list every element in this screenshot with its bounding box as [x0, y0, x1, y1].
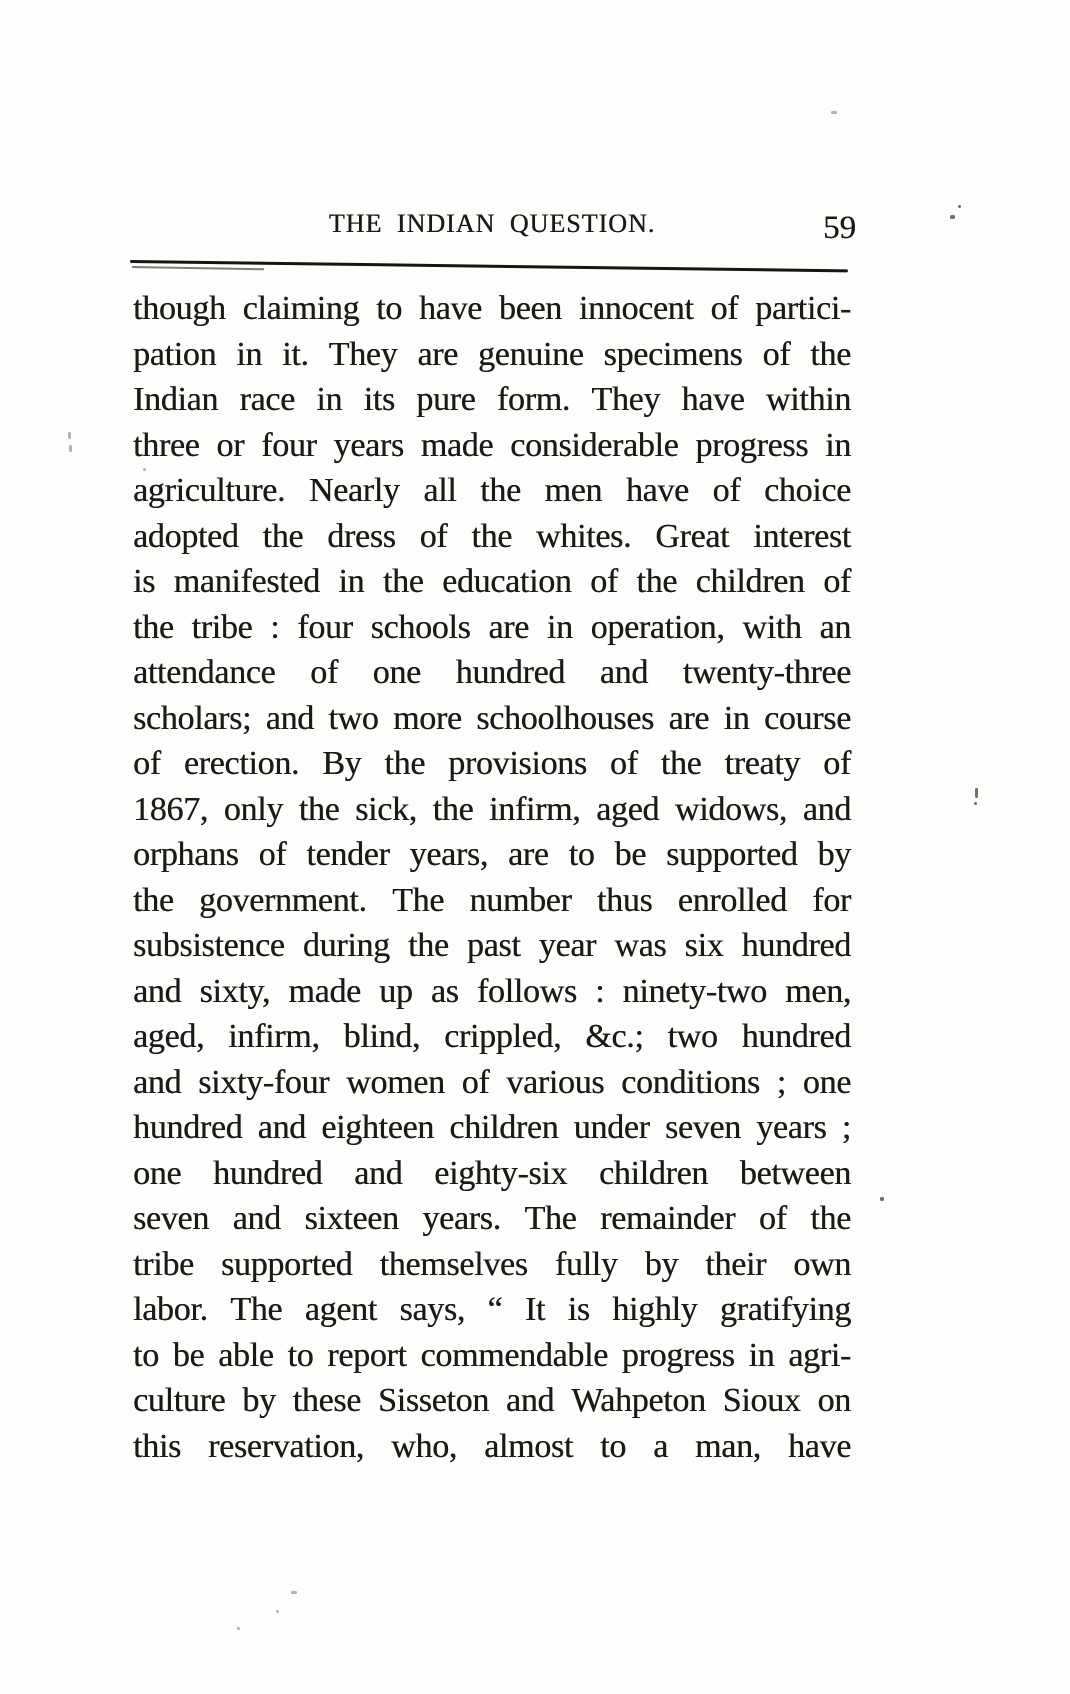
word: : [270, 608, 280, 646]
word: hundred [133, 1109, 243, 1146]
word: able [218, 1336, 274, 1374]
word: schoolhouses [476, 699, 654, 737]
word: within [765, 381, 851, 418]
text-line [133, 1333, 851, 1379]
text-line [133, 1378, 851, 1424]
text-line [133, 1060, 851, 1106]
word: in [748, 1336, 775, 1374]
word: tribe [133, 1245, 194, 1283]
word: of [758, 1200, 787, 1237]
word: to [600, 1427, 626, 1465]
word: only [223, 790, 283, 828]
word: four [261, 426, 317, 464]
word: considerable [510, 426, 679, 464]
word: The [524, 1200, 577, 1237]
word: of [823, 745, 851, 782]
word: was [614, 927, 667, 964]
word: By [322, 745, 362, 782]
word: genuine [477, 335, 584, 373]
word: and [354, 1154, 403, 1192]
word: ; [841, 1109, 851, 1146]
word: made [420, 426, 494, 464]
word: years [756, 1109, 827, 1146]
word: of [590, 563, 618, 600]
word: 1867, [133, 790, 209, 828]
word: government. [199, 881, 367, 919]
word: interest [753, 517, 851, 555]
word: ninety-two [622, 972, 767, 1010]
word: &c.; [585, 1018, 644, 1055]
word: supported [666, 836, 798, 873]
word: as [430, 972, 459, 1010]
word: three [133, 426, 200, 464]
word: their [705, 1245, 767, 1283]
word: by [242, 1382, 276, 1419]
word: two [667, 1018, 718, 1055]
word: various [506, 1063, 605, 1101]
word: hundred [741, 1018, 851, 1055]
word: years, [409, 836, 488, 873]
text-line [133, 1424, 851, 1470]
word: of [461, 1063, 490, 1101]
word: are [508, 836, 549, 873]
word: have [681, 381, 745, 418]
word: They [328, 335, 398, 373]
word: agri- [788, 1336, 851, 1374]
running-header-title: THE INDIAN QUESTION. [328, 209, 656, 238]
word: by [644, 1245, 679, 1283]
word: orphans [133, 836, 239, 873]
text-line [133, 741, 851, 787]
word: in [236, 335, 263, 373]
word: children [695, 563, 805, 600]
word: of [258, 836, 287, 873]
word: schools [370, 608, 471, 646]
word: sick, [355, 790, 417, 828]
word: twenty-three [682, 654, 851, 691]
word: one [372, 654, 421, 691]
word: the [133, 608, 174, 646]
text-line [133, 832, 851, 878]
word: agent [304, 1291, 377, 1328]
word: tribe [191, 608, 253, 646]
word: conditions [621, 1063, 760, 1101]
word: in [316, 381, 343, 418]
word: crippled, [444, 1018, 562, 1055]
word: man, [695, 1427, 761, 1465]
text-line [133, 332, 851, 378]
word: who, [391, 1427, 457, 1465]
text-line [133, 605, 851, 651]
word: eighty-six [434, 1154, 568, 1192]
word: education [442, 563, 572, 600]
word: all [423, 472, 457, 509]
word: hundred [741, 927, 851, 964]
word: and [232, 1200, 281, 1237]
word: and [133, 972, 182, 1010]
page-number: 59 [823, 210, 856, 246]
word: subsistence [133, 927, 285, 964]
word: one [133, 1154, 182, 1192]
word: the [408, 927, 449, 964]
word: to [287, 1336, 314, 1374]
word: form. [496, 381, 570, 418]
word: the [133, 881, 174, 919]
word: be [172, 1336, 205, 1374]
word: in [825, 426, 851, 464]
word: of [419, 517, 448, 555]
word: manifested [173, 563, 320, 600]
word: an [819, 608, 851, 646]
word: seven [664, 1109, 741, 1146]
word: during [302, 927, 390, 964]
word: the [298, 790, 340, 828]
word: is [567, 1291, 590, 1328]
text-line [133, 514, 851, 560]
word: the [660, 745, 702, 782]
word: Sisseton [377, 1382, 489, 1419]
word: labor. [133, 1291, 208, 1328]
word: the [810, 335, 851, 373]
scan-speck [958, 205, 961, 208]
word: pure [416, 381, 476, 418]
word: children [598, 1154, 708, 1192]
word: and [265, 699, 314, 737]
word: “ [487, 1291, 503, 1328]
word: the [382, 563, 424, 600]
word: aged, [133, 1018, 205, 1055]
word: of [310, 654, 338, 691]
word: hundred [455, 654, 565, 691]
text-line [133, 923, 851, 969]
word: highly [612, 1291, 698, 1328]
word: women [346, 1063, 445, 1101]
scan-speck [237, 1627, 240, 1630]
word: follows [476, 972, 577, 1010]
word: for [812, 881, 851, 919]
word: almost [484, 1427, 573, 1465]
word: operation, [590, 608, 725, 646]
word: whites. [536, 517, 632, 555]
word: or [216, 426, 245, 464]
word: been [498, 290, 562, 327]
word: adopted [133, 517, 239, 555]
word: partici- [755, 290, 851, 327]
text-line [133, 559, 851, 605]
word: under [573, 1109, 650, 1146]
word: enrolled [677, 881, 787, 919]
word: of [823, 563, 851, 600]
word: and [802, 790, 851, 828]
word: The [392, 881, 445, 919]
word: is [133, 563, 156, 600]
word: have [418, 290, 482, 327]
text-line [133, 787, 851, 833]
word: by [817, 836, 851, 873]
word: innocent [578, 290, 694, 327]
scan-speck [950, 215, 955, 219]
word: thus [596, 881, 653, 919]
scan-speck [276, 1610, 279, 1613]
word: claiming [242, 290, 360, 327]
word: Nearly [308, 472, 400, 509]
word: Wahpeton [571, 1382, 706, 1419]
scan-speck [143, 468, 146, 471]
word: of [609, 745, 638, 782]
scan-speck [880, 1197, 884, 1201]
word: gratifying [719, 1291, 851, 1328]
word: and [599, 654, 648, 691]
word: are [417, 335, 458, 373]
word: sixteen [304, 1200, 399, 1237]
word: to [133, 1336, 159, 1374]
text-line [133, 878, 851, 924]
word: the [636, 563, 678, 600]
word: two [328, 699, 379, 737]
word: race [239, 381, 295, 418]
word: of [762, 335, 791, 373]
word: themselves [379, 1245, 528, 1283]
word: scholars; [133, 699, 252, 737]
word: in [723, 699, 750, 737]
word: aged [596, 790, 660, 828]
scan-speck [68, 432, 71, 439]
word: these [292, 1382, 362, 1419]
word: this [133, 1427, 181, 1465]
word: course [763, 699, 851, 737]
text-line [133, 423, 851, 469]
word: of [133, 745, 161, 782]
word: have [625, 472, 689, 509]
scan-speck [291, 1591, 297, 1594]
word: men [544, 472, 603, 509]
text-line [133, 1196, 851, 1242]
word: agriculture. [133, 472, 286, 509]
word: the [471, 517, 512, 555]
word: years. [422, 1200, 501, 1237]
word: and [133, 1063, 182, 1101]
word: number [469, 881, 572, 919]
word: and [505, 1382, 555, 1419]
word: eighteen [321, 1109, 434, 1146]
word: the [262, 517, 304, 555]
word: seven [133, 1200, 209, 1237]
text-line [133, 650, 851, 696]
word: pation [133, 335, 217, 373]
text-line [133, 1151, 851, 1197]
word: : [595, 972, 605, 1010]
word: to [568, 836, 595, 873]
word: remainder [600, 1200, 736, 1237]
word: are [488, 608, 529, 646]
word: though [133, 290, 226, 327]
word: years [333, 426, 404, 464]
word: progress [695, 426, 809, 464]
word: sixty-four [198, 1063, 330, 1101]
word: supported [220, 1245, 353, 1283]
word: widows, [674, 790, 788, 828]
word: more [393, 699, 462, 737]
word: tender [306, 836, 390, 873]
word: in [546, 608, 573, 646]
scan-speck [974, 802, 977, 805]
word: erection. [183, 745, 300, 782]
word: dress [327, 517, 396, 555]
word: the [480, 472, 521, 509]
word: The [230, 1291, 283, 1328]
word: four [297, 608, 353, 646]
text-line [133, 969, 851, 1015]
word: past [466, 927, 521, 964]
word: it. [282, 335, 309, 373]
word: Sioux [722, 1382, 801, 1419]
word: infirm, [228, 1018, 320, 1055]
word: and [257, 1109, 306, 1146]
word: hundred [213, 1154, 323, 1192]
word: provisions [448, 745, 587, 782]
word: own [793, 1245, 851, 1283]
word: choice [764, 472, 851, 509]
word: six [684, 927, 724, 964]
text-line [133, 1242, 851, 1288]
word: a [653, 1427, 668, 1465]
word: blind, [343, 1018, 421, 1055]
word: report [327, 1336, 407, 1374]
word: treaty [724, 745, 801, 782]
text-line [133, 1287, 851, 1333]
word: in [338, 563, 365, 600]
word: with [742, 608, 802, 646]
word: one [802, 1063, 851, 1101]
page-body-text [133, 286, 851, 1469]
word: be [614, 836, 647, 873]
word: It [524, 1291, 546, 1328]
word: ; [776, 1063, 786, 1101]
word: the [810, 1200, 851, 1237]
word: reservation, [208, 1427, 365, 1465]
text-line [133, 1014, 851, 1060]
word: have [788, 1427, 851, 1465]
scan-speck [831, 111, 837, 114]
word: They [591, 381, 661, 418]
header-rule-ghost [132, 266, 264, 270]
word: Great [655, 517, 730, 555]
word: men, [785, 972, 851, 1010]
word: progress [621, 1336, 735, 1374]
word: are [668, 699, 710, 737]
word: Indian [133, 381, 219, 418]
text-line [133, 1105, 851, 1151]
word: its [363, 381, 395, 418]
word: the [432, 790, 474, 828]
text-line [133, 696, 851, 742]
word: says, [399, 1291, 465, 1328]
word: children [449, 1109, 559, 1146]
word: culture [133, 1382, 226, 1419]
text-line [133, 377, 851, 423]
word: between [739, 1154, 851, 1192]
word: sixty, [199, 972, 271, 1010]
word: to [376, 290, 402, 327]
word: the [384, 745, 426, 782]
word: specimens [603, 335, 743, 373]
word: on [817, 1382, 851, 1419]
word: infirm, [489, 790, 581, 828]
word: commendable [420, 1336, 608, 1374]
text-line [133, 286, 851, 332]
word: attendance [133, 654, 276, 691]
scan-speck [69, 445, 72, 452]
word: of [710, 290, 739, 327]
word: fully [554, 1245, 618, 1283]
text-line [133, 468, 851, 514]
word: of [712, 472, 741, 509]
word: up [379, 972, 413, 1010]
word: year [538, 927, 597, 964]
header-rule [130, 260, 848, 273]
word: made [288, 972, 361, 1010]
scan-speck [975, 788, 978, 798]
